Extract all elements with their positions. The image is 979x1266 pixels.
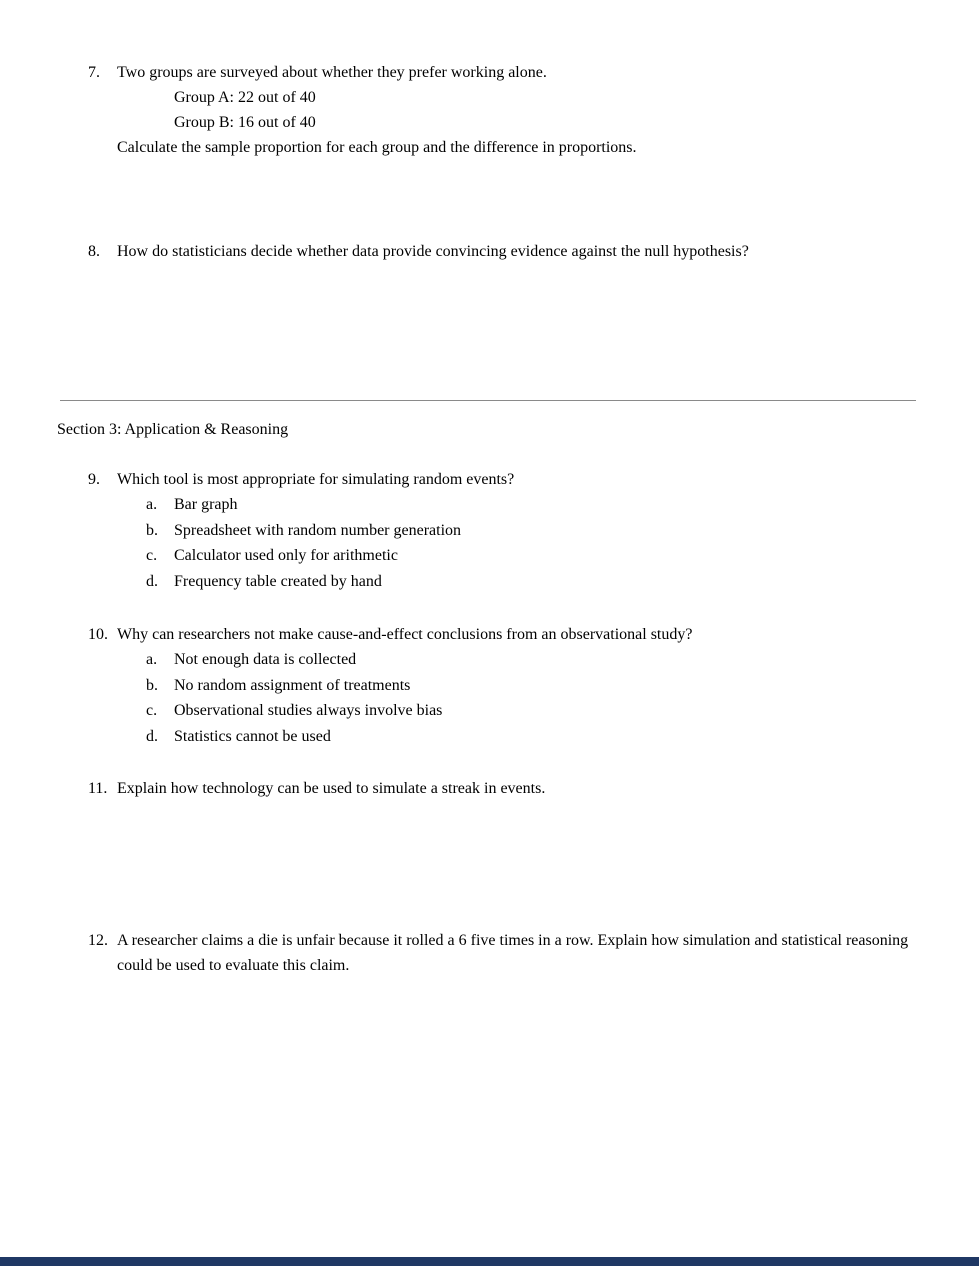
question-7-number: 7. <box>88 64 100 81</box>
option-letter: d. <box>146 572 158 590</box>
option-letter: b. <box>146 521 158 539</box>
question-10-number: 10. <box>88 626 108 643</box>
option-letter: b. <box>146 676 158 694</box>
question-7-group-a: Group A: 22 out of 40 <box>174 89 316 106</box>
question-12 <box>88 928 918 978</box>
question-10-option-b <box>146 673 913 699</box>
question-9-number: 9. <box>88 471 100 488</box>
option-label: Spreadsheet with random number generation <box>174 521 462 539</box>
question-8-body <box>117 239 913 264</box>
question-10-options <box>146 647 913 749</box>
option-label: No random assignment of treatments <box>174 676 411 694</box>
question-11 <box>88 776 918 801</box>
question-12-text: A researcher claims a die is unfair because it rolled a 6 five times in a row. Explain how simulation and statistical reasoning could be used to evaluate this claim. <box>117 932 909 974</box>
option-label: Observational studies always involve bias <box>174 702 443 719</box>
question-11-text: Explain how technology can be used to simulate a streak in events. <box>117 780 546 797</box>
question-8-number: 8. <box>88 243 100 260</box>
option-label: Not enough data is collected <box>174 651 357 668</box>
question-7-group-b: Group B: 16 out of 40 <box>174 114 316 131</box>
question-10-body <box>117 622 913 749</box>
question-9-option-c <box>146 543 913 569</box>
option-label: Bar graph <box>174 496 238 513</box>
question-9-option-a <box>146 492 913 518</box>
option-letter: c. <box>146 702 158 719</box>
question-11-number: 11. <box>88 780 108 797</box>
option-label: Statistics cannot be used <box>174 727 331 745</box>
question-8-text: How do statisticians decide whether data provide convincing evidence against the null hypothesis? <box>117 243 749 260</box>
section-divider <box>60 400 916 401</box>
question-11-body <box>117 776 913 801</box>
question-9-option-b <box>146 518 913 544</box>
question-9-body <box>117 467 913 594</box>
question-7 <box>88 60 918 160</box>
option-letter: c. <box>146 547 158 564</box>
question-10-option-a <box>146 647 913 673</box>
option-letter: a. <box>146 496 158 513</box>
question-9-option-d <box>146 569 913 595</box>
question-9 <box>88 467 918 594</box>
question-10-text: Why can researchers not make cause-and-effect conclusions from an observational study? <box>117 626 693 643</box>
question-7-text: Two groups are surveyed about whether they prefer working alone. <box>117 64 547 81</box>
question-12-number: 12. <box>88 932 108 949</box>
question-12-body <box>117 928 913 978</box>
option-letter: d. <box>146 727 158 745</box>
question-7-body <box>117 60 913 160</box>
section-3-title: Section 3: Application & Reasoning <box>57 421 289 438</box>
question-7-instruction: Calculate the sample proportion for each group and the difference in proportions. <box>117 139 637 156</box>
question-10-option-c <box>146 698 913 724</box>
question-10-option-d <box>146 724 913 750</box>
question-9-text: Which tool is most appropriate for simulating random events? <box>117 471 515 488</box>
question-8 <box>88 239 918 264</box>
option-label: Frequency table created by hand <box>174 572 382 590</box>
question-10 <box>88 622 918 749</box>
option-letter: a. <box>146 651 158 668</box>
option-label: Calculator used only for arithmetic <box>174 547 398 564</box>
bottom-bar <box>0 1257 979 1266</box>
question-9-options <box>146 492 913 594</box>
